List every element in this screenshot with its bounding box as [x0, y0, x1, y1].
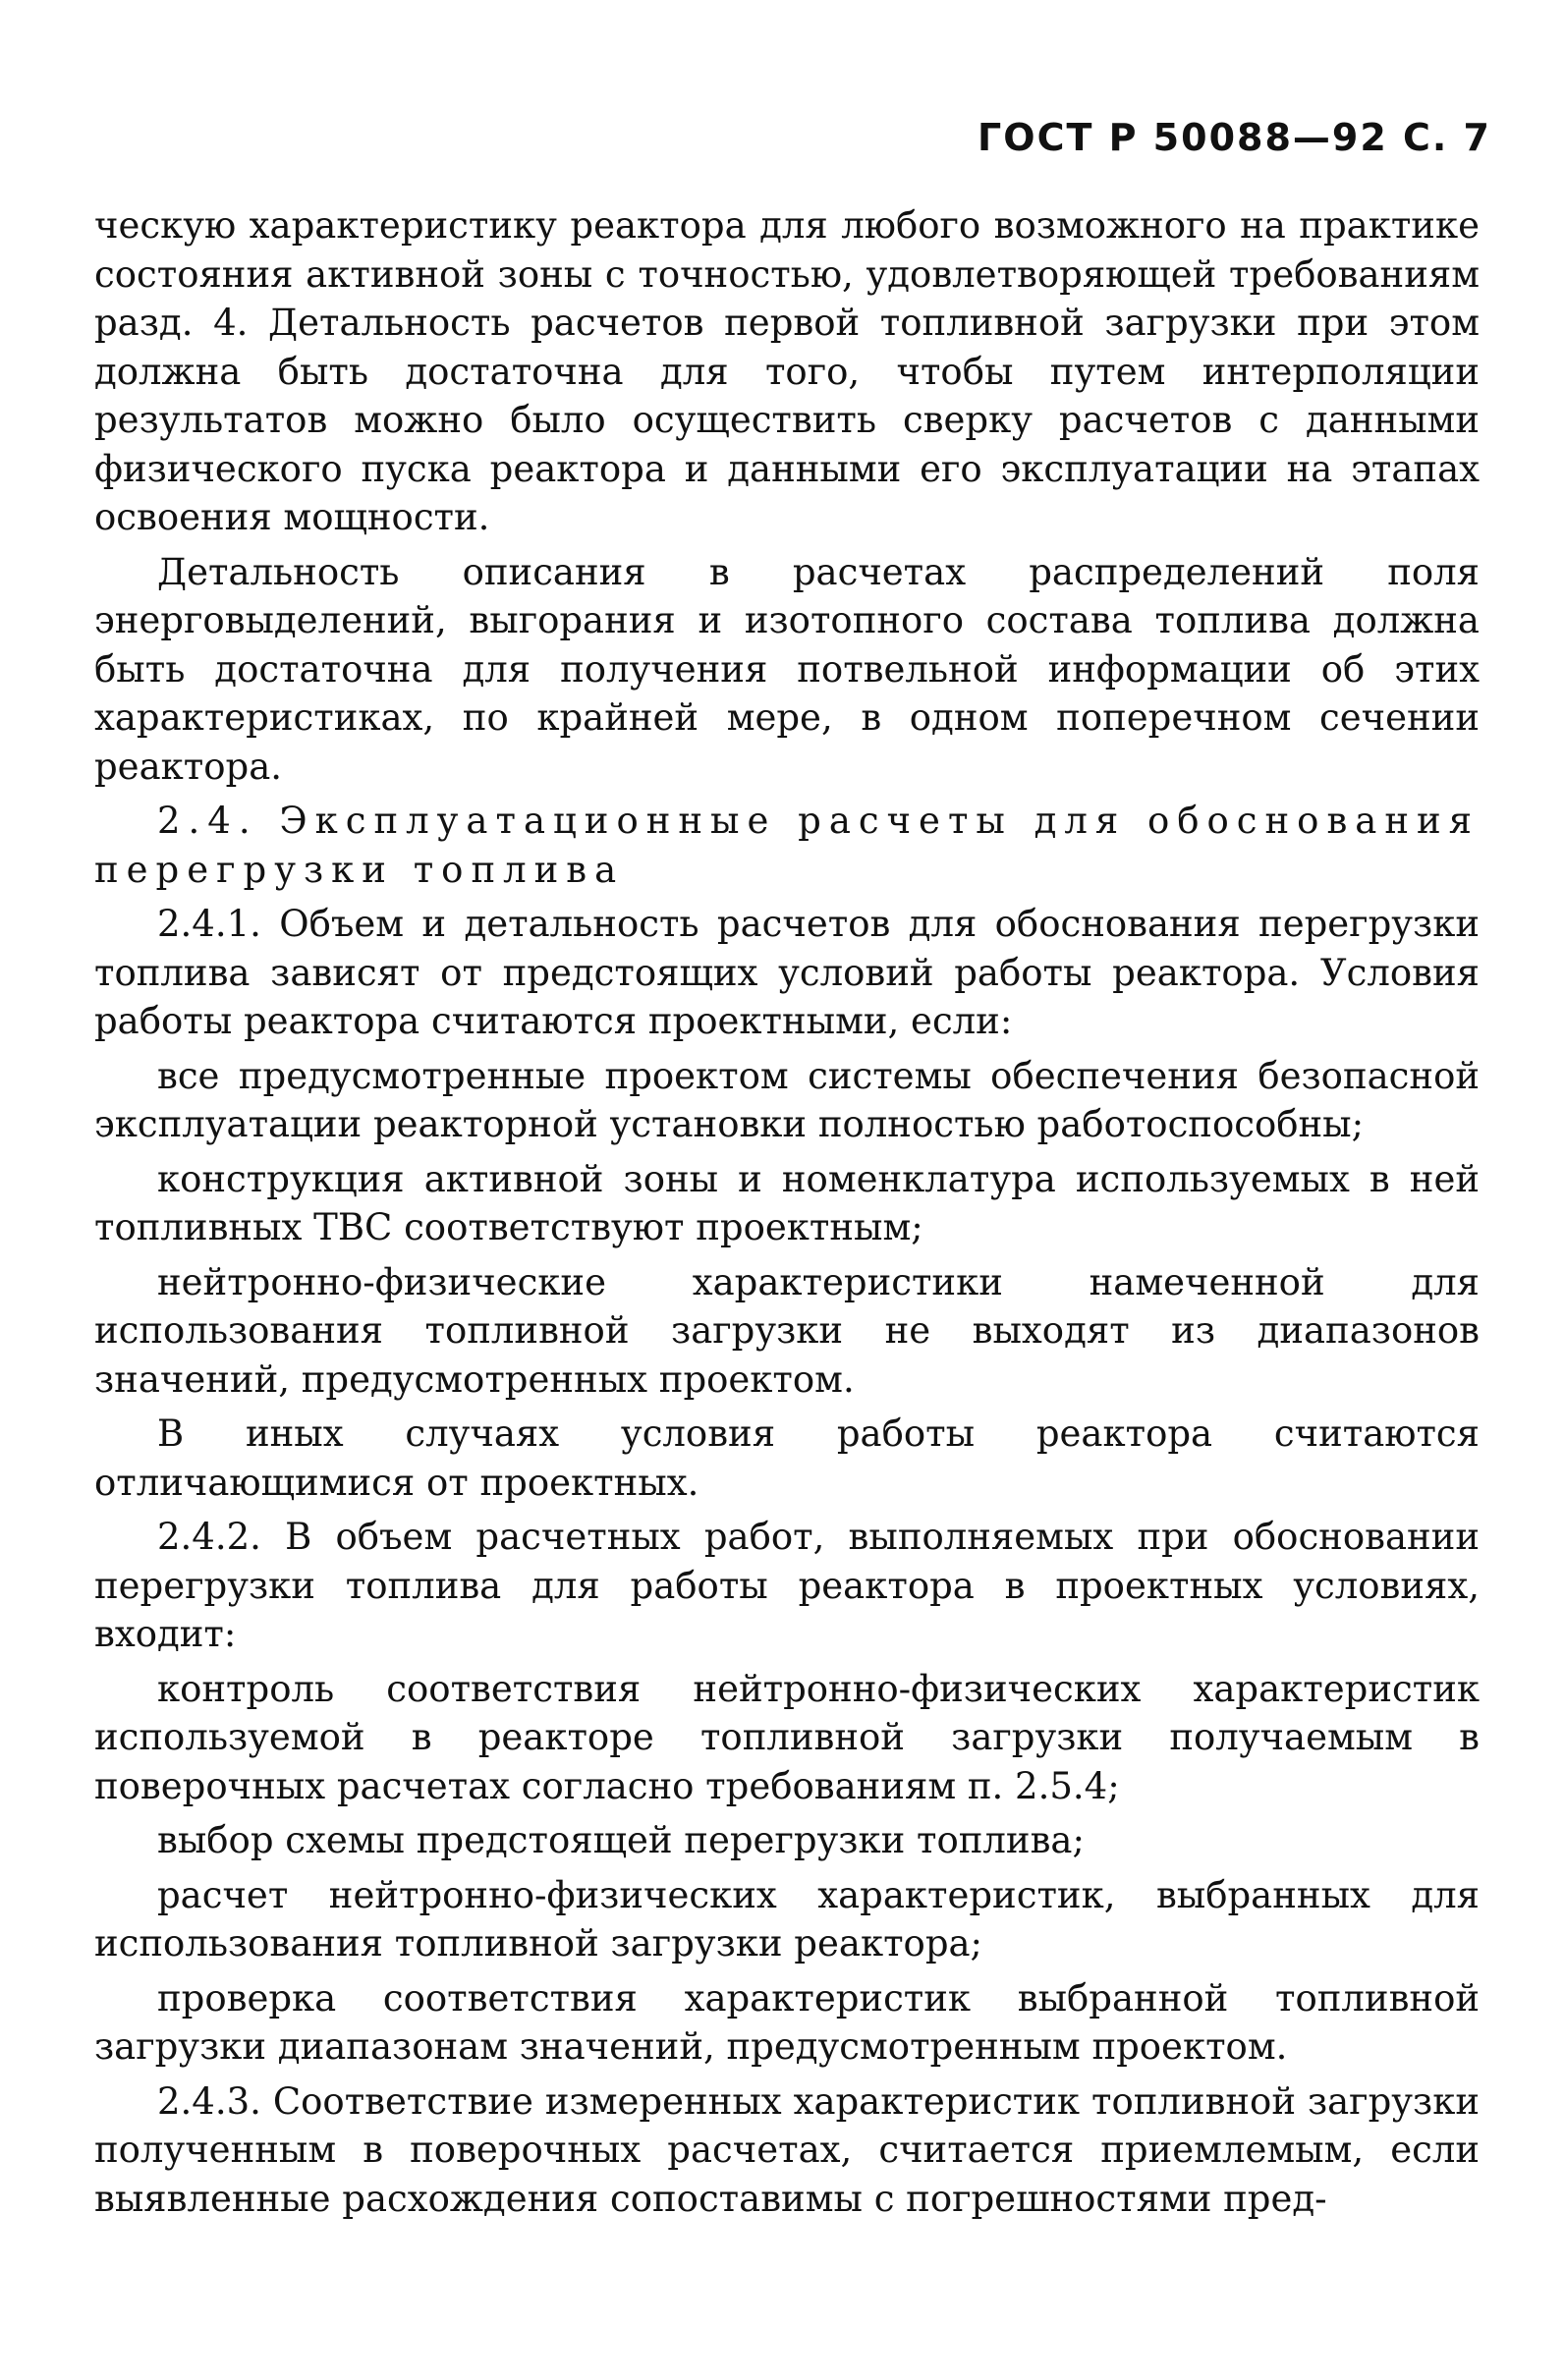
- body-text: [94, 201, 1480, 2223]
- list-item-core-design: конструкция активной зоны и номенклатура используемых в ней топливных ТВС соответствуют проектным;: [94, 1157, 1480, 1248]
- list-item-calculation: расчет нейтронно-физических характеристик, выбранных для использования топливной загрузки реактора;: [94, 1873, 1480, 1965]
- paragraph-continuation: ческую характеристику реактора для любого возможного на практике состояния активной зоны с точностью, удовлетворяющей требованиям разд. 4. Детальность расчетов первой топливной загрузки при этом должна быть достаточна для того, чтобы путем интерполяции результатов можно было осуществить сверку расчетов с данными физического пуска реактора и данными его эксплуатации на этапах освоения мощности.: [94, 204, 1480, 538]
- section-heading-2-4: 2.4. Эксплуатационные расчеты для обоснования перегрузки топлива: [94, 800, 1480, 891]
- list-item-neutron-characteristics: нейтронно-физические характеристики намеченной для использования топливной загрузки не выходят из диапазонов значений, предусмотренных проектом.: [94, 1260, 1480, 1401]
- paragraph-2-4-3: 2.4.3. Соответствие измеренных характеристик топливной загрузки полученным в поверочных расчетах, считается приемлемым, если выявленные расхождения сопоставимы с погрешностями пред-: [94, 2079, 1480, 2220]
- list-item-safety-systems: все предусмотренные проектом системы обеспечения безопасной эксплуатации реакторной установки полностью работоспособны;: [94, 1054, 1480, 1145]
- paragraph-2-4-2: 2.4.2. В объем расчетных работ, выполняемых при обосновании перегрузки топлива для работы реактора в проектных условиях, входит:: [94, 1516, 1480, 1655]
- paragraph-other-cases: В иных случаях условия работы реактора считаются отличающимися от проектных.: [94, 1412, 1480, 1504]
- paragraph-2-4-1: 2.4.1. Объем и детальность расчетов для обоснования перегрузки топлива зависят от предстоящих условий работы реактора. Условия работы реактора считаются проектными, если:: [94, 903, 1480, 1042]
- paragraph-detail-description: Детальность описания в расчетах распределений поля энерговыделений, выгорания и изотопного состава топлива должна быть достаточна для получения потвельной информации об этих характеристиках, по крайней мере, в одном поперечном сечении реактора.: [94, 550, 1480, 788]
- list-item-compliance-control: контроль соответствия нейтронно-физических характеристик используемой в реакторе топливной загрузки получаемым в поверочных расчетах согласно требованиям п. 2.5.4;: [94, 1667, 1480, 1807]
- list-item-verification: проверка соответствия характеристик выбранной топливной загрузки диапазонам значений, предусмотренным проектом.: [94, 1976, 1480, 2068]
- running-header: ГОСТ Р 50088—92 С. 7: [978, 116, 1491, 159]
- list-item-scheme-selection: выбор схемы предстоящей перегрузки топлива;: [157, 1819, 1085, 1861]
